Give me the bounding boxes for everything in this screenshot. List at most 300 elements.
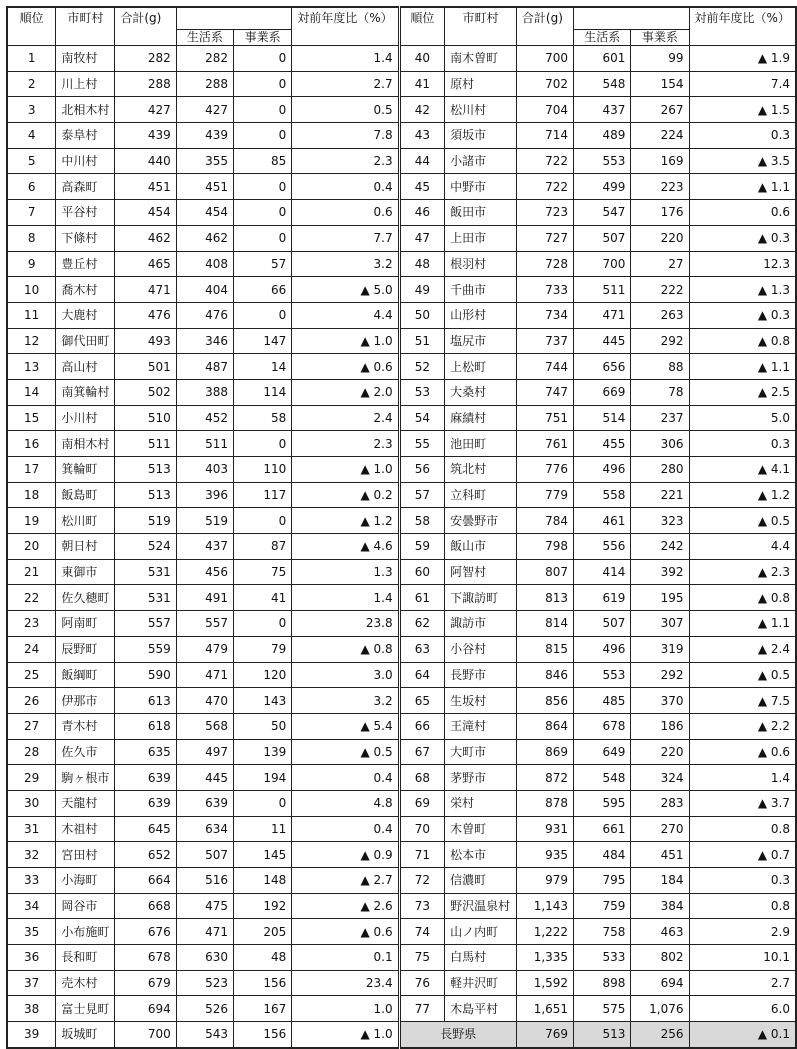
cell-name: 中川村: [56, 148, 115, 174]
cell-business: 324: [631, 765, 689, 791]
table-row: [7, 790, 796, 816]
cell-ratio: ▲ 1.1: [689, 611, 796, 637]
prefecture-total-total: 769: [516, 1022, 573, 1048]
cell-ratio: 0.4: [292, 765, 399, 791]
cell-living: 487: [176, 354, 233, 380]
cell-rank: 65: [399, 688, 444, 714]
cell-name: 松本市: [445, 842, 517, 868]
cell-living: 288: [176, 71, 233, 97]
cell-business: 270: [631, 816, 689, 842]
cell-living: 445: [176, 765, 233, 791]
cell-total: 734: [516, 302, 573, 328]
cell-living: 496: [574, 457, 631, 483]
cell-ratio: 2.4: [292, 405, 399, 431]
cell-ratio: ▲ 3.7: [689, 790, 796, 816]
cell-total: 635: [115, 739, 176, 765]
cell-ratio: ▲ 1.1: [689, 354, 796, 380]
cell-rank: 41: [399, 71, 444, 97]
cell-business: 220: [631, 739, 689, 765]
cell-living: 601: [574, 46, 631, 72]
cell-living: 514: [574, 405, 631, 431]
cell-name: 飯綱町: [56, 662, 115, 688]
cell-living: 462: [176, 225, 233, 251]
cell-name: 長和町: [56, 945, 115, 971]
cell-rank: 48: [399, 251, 444, 277]
cell-rank: 45: [399, 174, 444, 200]
cell-rank: 24: [7, 636, 56, 662]
header-rank-right: 順位: [399, 7, 444, 46]
table-row: [7, 713, 796, 739]
table-row: [7, 765, 796, 791]
cell-rank: 7: [7, 200, 56, 226]
cell-business: 0: [234, 302, 292, 328]
cell-business: 802: [631, 945, 689, 971]
cell-total: 878: [516, 790, 573, 816]
table-row: [7, 302, 796, 328]
table-row: [7, 200, 796, 226]
cell-total: 747: [516, 379, 573, 405]
cell-business: 184: [631, 868, 689, 894]
cell-business: 169: [631, 148, 689, 174]
cell-living: 396: [176, 482, 233, 508]
cell-rank: 39: [7, 1022, 56, 1048]
cell-rank: 40: [399, 46, 444, 72]
cell-ratio: ▲ 2.4: [689, 636, 796, 662]
cell-business: 0: [234, 225, 292, 251]
cell-total: 618: [115, 713, 176, 739]
cell-business: 221: [631, 482, 689, 508]
cell-name: 岡谷市: [56, 893, 115, 919]
header-breakdown-right: [574, 7, 689, 30]
cell-living: 557: [176, 611, 233, 637]
table-row: [7, 225, 796, 251]
cell-ratio: 7.8: [292, 123, 399, 149]
cell-name: 平谷村: [56, 200, 115, 226]
cell-rank: 69: [399, 790, 444, 816]
cell-living: 282: [176, 46, 233, 72]
cell-living: 355: [176, 148, 233, 174]
cell-ratio: ▲ 4.6: [292, 534, 399, 560]
table-row: [7, 123, 796, 149]
cell-total: 557: [115, 611, 176, 637]
cell-living: 507: [176, 842, 233, 868]
cell-name: 南相木村: [56, 431, 115, 457]
table-row: [7, 328, 796, 354]
cell-name: 池田町: [445, 431, 517, 457]
cell-rank: 28: [7, 739, 56, 765]
cell-rank: 6: [7, 174, 56, 200]
cell-ratio: ▲ 0.3: [689, 225, 796, 251]
cell-total: 427: [115, 97, 176, 123]
cell-name: 小諸市: [445, 148, 517, 174]
cell-total: 639: [115, 765, 176, 791]
cell-living: 445: [574, 328, 631, 354]
cell-business: 0: [234, 97, 292, 123]
cell-rank: 71: [399, 842, 444, 868]
cell-living: 456: [176, 559, 233, 585]
cell-name: 御代田町: [56, 328, 115, 354]
cell-ratio: ▲ 2.6: [292, 893, 399, 919]
cell-rank: 22: [7, 585, 56, 611]
cell-rank: 68: [399, 765, 444, 791]
cell-business: 167: [234, 996, 292, 1022]
cell-living: 437: [574, 97, 631, 123]
cell-total: 723: [516, 200, 573, 226]
cell-ratio: 0.8: [689, 893, 796, 919]
cell-ratio: ▲ 3.5: [689, 148, 796, 174]
cell-ratio: 3.0: [292, 662, 399, 688]
cell-ratio: 2.9: [689, 919, 796, 945]
cell-business: 370: [631, 688, 689, 714]
cell-total: 846: [516, 662, 573, 688]
table-row: [7, 559, 796, 585]
cell-total: 590: [115, 662, 176, 688]
cell-business: 110: [234, 457, 292, 483]
cell-rank: 25: [7, 662, 56, 688]
cell-rank: 36: [7, 945, 56, 971]
waste-ranking-table: [6, 6, 797, 1049]
cell-living: 479: [176, 636, 233, 662]
table-row: [7, 46, 796, 72]
cell-living: 547: [574, 200, 631, 226]
cell-name: 麻績村: [445, 405, 517, 431]
cell-ratio: ▲ 1.5: [689, 97, 796, 123]
cell-living: 548: [574, 765, 631, 791]
cell-rank: 32: [7, 842, 56, 868]
cell-name: 豊丘村: [56, 251, 115, 277]
cell-ratio: ▲ 2.7: [292, 868, 399, 894]
cell-ratio: 1.4: [689, 765, 796, 791]
cell-name: 天龍村: [56, 790, 115, 816]
cell-name: 上田市: [445, 225, 517, 251]
cell-name: 中野市: [445, 174, 517, 200]
header-rank-left: 順位: [7, 7, 56, 46]
cell-ratio: 4.8: [292, 790, 399, 816]
cell-ratio: ▲ 0.5: [689, 662, 796, 688]
table-row: [7, 431, 796, 457]
cell-rank: 13: [7, 354, 56, 380]
cell-ratio: 2.7: [689, 970, 796, 996]
cell-ratio: 0.6: [689, 200, 796, 226]
cell-living: 669: [574, 379, 631, 405]
cell-total: 856: [516, 688, 573, 714]
table-row: [7, 739, 796, 765]
cell-living: 656: [574, 354, 631, 380]
cell-business: 307: [631, 611, 689, 637]
cell-total: 493: [115, 328, 176, 354]
cell-ratio: 0.4: [292, 174, 399, 200]
cell-ratio: 6.0: [689, 996, 796, 1022]
header-total-right: 合計(g): [516, 7, 573, 46]
cell-business: 148: [234, 868, 292, 894]
cell-rank: 10: [7, 277, 56, 303]
cell-business: 0: [234, 71, 292, 97]
table-row: [7, 868, 796, 894]
cell-name: 喬木村: [56, 277, 115, 303]
cell-living: 346: [176, 328, 233, 354]
cell-living: 523: [176, 970, 233, 996]
cell-total: 784: [516, 508, 573, 534]
cell-ratio: ▲ 2.5: [689, 379, 796, 405]
cell-living: 427: [176, 97, 233, 123]
cell-living: 470: [176, 688, 233, 714]
cell-business: 0: [234, 431, 292, 457]
cell-rank: 58: [399, 508, 444, 534]
header-breakdown-left: [176, 7, 291, 30]
cell-total: 531: [115, 585, 176, 611]
table-row: [7, 1022, 796, 1048]
cell-living: 476: [176, 302, 233, 328]
cell-total: 531: [115, 559, 176, 585]
cell-rank: 33: [7, 868, 56, 894]
cell-ratio: ▲ 0.8: [689, 585, 796, 611]
cell-business: 694: [631, 970, 689, 996]
cell-business: 292: [631, 662, 689, 688]
table-row: [7, 662, 796, 688]
cell-name: 松川町: [56, 508, 115, 534]
table-row: [7, 354, 796, 380]
cell-total: 440: [115, 148, 176, 174]
cell-living: 461: [574, 508, 631, 534]
cell-business: 384: [631, 893, 689, 919]
table-row: [7, 379, 796, 405]
table-row: [7, 534, 796, 560]
cell-living: 491: [176, 585, 233, 611]
cell-name: 根羽村: [445, 251, 517, 277]
cell-rank: 51: [399, 328, 444, 354]
cell-total: 704: [516, 97, 573, 123]
cell-living: 496: [574, 636, 631, 662]
cell-living: 759: [574, 893, 631, 919]
cell-name: 朝日村: [56, 534, 115, 560]
table-row: [7, 970, 796, 996]
cell-ratio: 5.0: [689, 405, 796, 431]
cell-living: 455: [574, 431, 631, 457]
cell-name: 小谷村: [445, 636, 517, 662]
cell-business: 48: [234, 945, 292, 971]
cell-rank: 26: [7, 688, 56, 714]
cell-name: 上松町: [445, 354, 517, 380]
cell-ratio: ▲ 0.2: [292, 482, 399, 508]
cell-total: 935: [516, 842, 573, 868]
cell-total: 751: [516, 405, 573, 431]
cell-total: 700: [115, 1022, 176, 1048]
cell-rank: 54: [399, 405, 444, 431]
cell-total: 702: [516, 71, 573, 97]
prefecture-total-ratio: ▲ 0.1: [689, 1022, 796, 1048]
cell-business: 58: [234, 405, 292, 431]
cell-living: 619: [574, 585, 631, 611]
cell-total: 501: [115, 354, 176, 380]
cell-business: 237: [631, 405, 689, 431]
cell-living: 414: [574, 559, 631, 585]
cell-living: 439: [176, 123, 233, 149]
header-total-left: 合計(g): [115, 7, 176, 46]
cell-name: 佐久穂町: [56, 585, 115, 611]
cell-name: 原村: [445, 71, 517, 97]
table-row: [7, 945, 796, 971]
cell-business: 263: [631, 302, 689, 328]
cell-name: 須坂市: [445, 123, 517, 149]
cell-living: 511: [176, 431, 233, 457]
cell-living: 499: [574, 174, 631, 200]
cell-ratio: 10.1: [689, 945, 796, 971]
cell-rank: 50: [399, 302, 444, 328]
cell-business: 156: [234, 1022, 292, 1048]
cell-rank: 9: [7, 251, 56, 277]
cell-rank: 74: [399, 919, 444, 945]
cell-living: 497: [176, 739, 233, 765]
cell-ratio: ▲ 1.0: [292, 1022, 399, 1048]
cell-business: 267: [631, 97, 689, 123]
cell-total: 664: [115, 868, 176, 894]
table-row: [7, 174, 796, 200]
cell-rank: 3: [7, 97, 56, 123]
cell-living: 568: [176, 713, 233, 739]
cell-total: 476: [115, 302, 176, 328]
table-row: [7, 508, 796, 534]
cell-business: 0: [234, 508, 292, 534]
cell-ratio: 7.7: [292, 225, 399, 251]
cell-total: 1,222: [516, 919, 573, 945]
cell-name: 箕輪町: [56, 457, 115, 483]
cell-ratio: 0.3: [689, 868, 796, 894]
table-row: [7, 97, 796, 123]
cell-ratio: ▲ 7.5: [689, 688, 796, 714]
cell-total: 511: [115, 431, 176, 457]
cell-business: 192: [234, 893, 292, 919]
cell-living: 471: [176, 919, 233, 945]
cell-name: 千曲市: [445, 277, 517, 303]
cell-ratio: ▲ 2.0: [292, 379, 399, 405]
cell-ratio: 4.4: [292, 302, 399, 328]
cell-rank: 30: [7, 790, 56, 816]
cell-business: 87: [234, 534, 292, 560]
cell-ratio: 0.4: [292, 816, 399, 842]
cell-rank: 75: [399, 945, 444, 971]
cell-total: 733: [516, 277, 573, 303]
cell-ratio: ▲ 0.8: [292, 636, 399, 662]
cell-living: 533: [574, 945, 631, 971]
cell-ratio: ▲ 1.0: [292, 457, 399, 483]
cell-living: 404: [176, 277, 233, 303]
cell-ratio: 1.4: [292, 46, 399, 72]
cell-living: 678: [574, 713, 631, 739]
cell-living: 489: [574, 123, 631, 149]
cell-business: 0: [234, 200, 292, 226]
cell-rank: 31: [7, 816, 56, 842]
cell-total: 700: [516, 46, 573, 72]
cell-name: 塩尻市: [445, 328, 517, 354]
cell-rank: 37: [7, 970, 56, 996]
cell-total: 694: [115, 996, 176, 1022]
cell-ratio: ▲ 4.1: [689, 457, 796, 483]
cell-business: 11: [234, 816, 292, 842]
cell-living: 484: [574, 842, 631, 868]
cell-ratio: ▲ 2.2: [689, 713, 796, 739]
cell-ratio: 3.2: [292, 251, 399, 277]
cell-business: 220: [631, 225, 689, 251]
cell-living: 898: [574, 970, 631, 996]
cell-total: 513: [115, 457, 176, 483]
cell-ratio: 1.3: [292, 559, 399, 585]
cell-ratio: 23.8: [292, 611, 399, 637]
cell-living: 639: [176, 790, 233, 816]
cell-name: 高山村: [56, 354, 115, 380]
cell-name: 小海町: [56, 868, 115, 894]
cell-business: 139: [234, 739, 292, 765]
cell-business: 57: [234, 251, 292, 277]
cell-business: 41: [234, 585, 292, 611]
cell-name: 阿智村: [445, 559, 517, 585]
cell-ratio: 0.5: [292, 97, 399, 123]
cell-rank: 35: [7, 919, 56, 945]
cell-ratio: ▲ 0.6: [292, 354, 399, 380]
cell-rank: 21: [7, 559, 56, 585]
cell-total: 679: [115, 970, 176, 996]
cell-living: 408: [176, 251, 233, 277]
cell-total: 1,592: [516, 970, 573, 996]
cell-name: 信濃町: [445, 868, 517, 894]
cell-total: 524: [115, 534, 176, 560]
cell-name: 阿南町: [56, 611, 115, 637]
cell-total: 1,143: [516, 893, 573, 919]
cell-rank: 23: [7, 611, 56, 637]
cell-name: 軽井沢町: [445, 970, 517, 996]
cell-business: 319: [631, 636, 689, 662]
cell-total: 676: [115, 919, 176, 945]
cell-name: 小布施町: [56, 919, 115, 945]
cell-business: 280: [631, 457, 689, 483]
cell-total: 559: [115, 636, 176, 662]
cell-business: 85: [234, 148, 292, 174]
cell-name: 生坂村: [445, 688, 517, 714]
cell-ratio: ▲ 1.3: [689, 277, 796, 303]
cell-rank: 43: [399, 123, 444, 149]
cell-total: 798: [516, 534, 573, 560]
cell-ratio: ▲ 5.4: [292, 713, 399, 739]
cell-ratio: 0.3: [689, 123, 796, 149]
cell-ratio: ▲ 1.9: [689, 46, 796, 72]
cell-total: 639: [115, 790, 176, 816]
cell-name: 木祖村: [56, 816, 115, 842]
cell-total: 439: [115, 123, 176, 149]
table-row: [7, 482, 796, 508]
cell-business: 306: [631, 431, 689, 457]
cell-ratio: ▲ 0.6: [689, 739, 796, 765]
cell-living: 451: [176, 174, 233, 200]
cell-rank: 1: [7, 46, 56, 72]
cell-living: 553: [574, 662, 631, 688]
cell-rank: 29: [7, 765, 56, 791]
header-living-left: 生活系: [176, 30, 233, 46]
cell-name: 茅野市: [445, 765, 517, 791]
cell-ratio: ▲ 0.5: [292, 739, 399, 765]
cell-living: 649: [574, 739, 631, 765]
cell-rank: 73: [399, 893, 444, 919]
cell-living: 548: [574, 71, 631, 97]
cell-ratio: ▲ 1.0: [292, 328, 399, 354]
prefecture-total-business: 256: [631, 1022, 689, 1048]
cell-total: 779: [516, 482, 573, 508]
cell-living: 543: [176, 1022, 233, 1048]
cell-business: 242: [631, 534, 689, 560]
cell-name: 諏訪市: [445, 611, 517, 637]
cell-business: 0: [234, 46, 292, 72]
cell-living: 700: [574, 251, 631, 277]
cell-total: 613: [115, 688, 176, 714]
cell-business: 156: [234, 970, 292, 996]
